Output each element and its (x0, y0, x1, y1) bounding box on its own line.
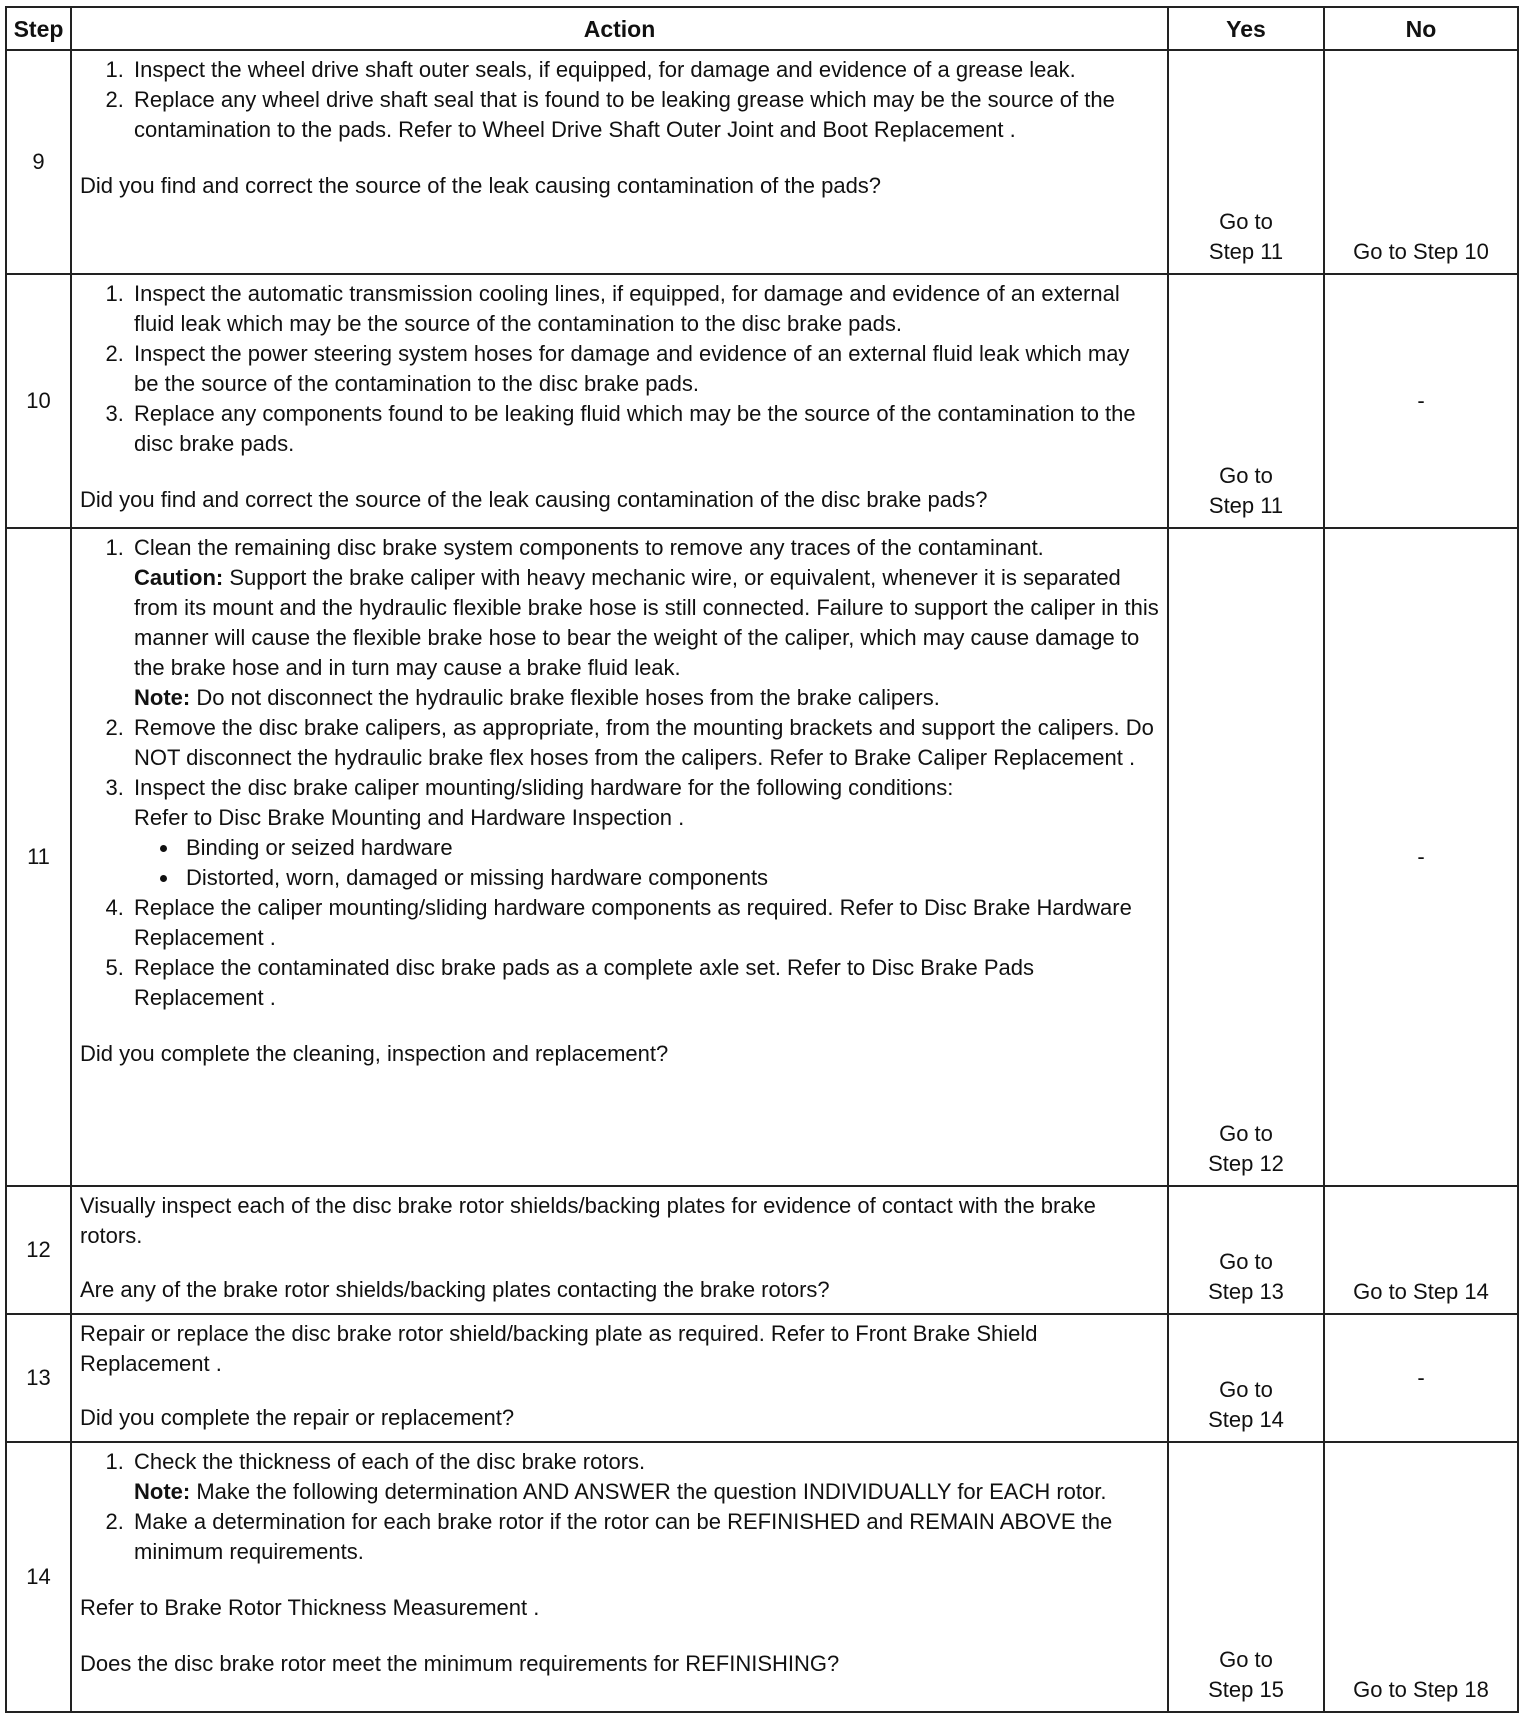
yes-cell (1168, 50, 1324, 274)
caution-label: Caution: (134, 565, 224, 590)
yes-cell (1168, 528, 1324, 1186)
instruction-item (130, 533, 1159, 713)
action-cell (71, 1442, 1168, 1712)
instruction-list (80, 533, 1159, 1013)
action-cell (71, 1186, 1168, 1314)
instruction-item: 2. Make a determination for each brake rotor if the rotor can be REFINISHED and REMAIN ABOVE the minimum requirements. (130, 1507, 1159, 1567)
no-cell: - (1324, 274, 1518, 528)
action-cell (71, 274, 1168, 528)
question-text: Did you complete the cleaning, inspection and replacement? (80, 1041, 669, 1066)
instruction-text: 3. Inspect the disc brake caliper mounting/sliding hardware for the following conditions: (134, 775, 954, 800)
question-text: Does the disc brake rotor meet the minimum requirements for REFINISHING? (80, 1651, 840, 1676)
note-text: Make the following determination AND ANSWER the question INDIVIDUALLY for EACH rotor. (190, 1479, 1107, 1504)
instruction-list (80, 279, 1159, 459)
no-cell: Go to Step 10 (1324, 50, 1518, 274)
table-row (6, 50, 1518, 274)
instruction-list (80, 1447, 1159, 1567)
yes-cell (1168, 1186, 1324, 1314)
table-row (6, 1442, 1518, 1712)
header-row (6, 7, 1518, 50)
instruction-item (130, 773, 1159, 893)
action-cell (71, 50, 1168, 274)
condition-list (134, 833, 1159, 893)
yes-cell (1168, 274, 1324, 528)
yes-goto-step: Step 11 (1208, 493, 1284, 518)
reference-text: Refer to Brake Rotor Thickness Measurement . (80, 1595, 540, 1620)
instruction-text: 1. Check the thickness of each of the disc brake rotors. (134, 1449, 646, 1474)
no-cell: - (1324, 528, 1518, 1186)
instruction-item: 2. Inspect the power steering system hoses for damage and evidence of an external fluid leak which may be the source of the contamination to the disc brake pads. (130, 339, 1159, 399)
yes-goto-label: Go to (1219, 463, 1273, 488)
step-number: 12 (6, 1186, 71, 1314)
diagnostic-table (5, 6, 1519, 1713)
yes-goto-step: Step 11 (1208, 239, 1284, 264)
no-cell: Go to Step 18 (1324, 1442, 1518, 1712)
instruction-item: 3. Replace any components found to be leaking fluid which may be the source of the contamination to the disc brake pads. (130, 399, 1159, 459)
instruction-text: Visually inspect each of the disc brake rotor shields/backing plates for evidence of contact with the brake rotors. (80, 1193, 1096, 1248)
yes-goto-label: Go to (1219, 209, 1273, 234)
yes-cell (1168, 1314, 1324, 1442)
no-cell: Go to Step 14 (1324, 1186, 1518, 1314)
note-text: Do not disconnect the hydraulic brake flexible hoses from the brake calipers. (190, 685, 940, 710)
instruction-item: 1. Inspect the automatic transmission cooling lines, if equipped, for damage and evidence of an external fluid leak which may be the source of the contamination to the disc brake pads. (130, 279, 1159, 339)
instruction-item (130, 1447, 1159, 1507)
table-row (6, 274, 1518, 528)
instruction-item: 4. Replace the caliper mounting/sliding hardware components as required. Refer to Disc Brake Hardware Replacement . (130, 893, 1159, 953)
question-text: Did you complete the repair or replacement? (80, 1405, 515, 1430)
list-item: • Distorted, worn, damaged or missing hardware components (180, 863, 1159, 893)
instruction-text: Repair or replace the disc brake rotor shield/backing plate as required. Refer to Front Brake Shield Replacement . (80, 1321, 1038, 1376)
action-cell (71, 528, 1168, 1186)
reference-text: Refer to Disc Brake Mounting and Hardware Inspection . (134, 805, 685, 830)
list-item: • Binding or seized hardware (180, 833, 1159, 863)
yes-goto-label: Go to (1219, 1647, 1273, 1672)
instruction-list (80, 55, 1159, 145)
header-step: Step (6, 7, 71, 50)
note-label: Note: (134, 1479, 191, 1504)
note-label: Note: (134, 685, 191, 710)
instruction-item: 2. Remove the disc brake calipers, as appropriate, from the mounting brackets and support the calipers. Do NOT disconnect the hydraulic brake flex hoses from the calipers. Refer to Brake Caliper Replacement . (130, 713, 1159, 773)
instruction-text: 1. Clean the remaining disc brake system components to remove any traces of the contaminant. (134, 535, 1044, 560)
yes-cell (1168, 1442, 1324, 1712)
yes-goto-label: Go to (1219, 1121, 1273, 1146)
no-cell: - (1324, 1314, 1518, 1442)
yes-goto-step: Step 12 (1208, 1151, 1284, 1176)
action-cell (71, 1314, 1168, 1442)
step-number: 13 (6, 1314, 71, 1442)
note-block (134, 1477, 1159, 1507)
caution-text: Support the brake caliper with heavy mechanic wire, or equivalent, whenever it is separated from its mount and the hydraulic flexible brake hose is still connected. Failure to support the caliper in this manner will cause the flexible brake hose to bear the weight of the caliper, which may cause damage to the brake hose and in turn may cause a brake fluid leak. (134, 565, 1159, 680)
question-text: Did you find and correct the source of the leak causing contamination of the pads? (80, 173, 882, 198)
yes-goto-step: Step 13 (1208, 1279, 1284, 1304)
instruction-item: 1. Inspect the wheel drive shaft outer seals, if equipped, for damage and evidence of a grease leak. (130, 55, 1159, 85)
step-number: 14 (6, 1442, 71, 1712)
table-row (6, 1186, 1518, 1314)
instruction-item: 5. Replace the contaminated disc brake pads as a complete axle set. Refer to Disc Brake Pads Replacement . (130, 953, 1159, 1013)
step-number: 10 (6, 274, 71, 528)
header-yes: Yes (1168, 7, 1324, 50)
yes-goto-step: Step 14 (1208, 1407, 1284, 1432)
yes-goto-step: Step 15 (1208, 1677, 1284, 1702)
header-action: Action (71, 7, 1168, 50)
step-number: 9 (6, 50, 71, 274)
note-block (134, 683, 1159, 713)
table-row (6, 1314, 1518, 1442)
header-no: No (1324, 7, 1518, 50)
table-row (6, 528, 1518, 1186)
yes-goto-label: Go to (1219, 1249, 1273, 1274)
question-text: Are any of the brake rotor shields/backing plates contacting the brake rotors? (80, 1277, 830, 1302)
question-text: Did you find and correct the source of the leak causing contamination of the disc brake pads? (80, 487, 988, 512)
yes-goto-label: Go to (1219, 1377, 1273, 1402)
step-number: 11 (6, 528, 71, 1186)
caution-block (134, 563, 1159, 683)
instruction-item: 2. Replace any wheel drive shaft seal that is found to be leaking grease which may be the source of the contamination to the pads. Refer to Wheel Drive Shaft Outer Joint and Boot Replacement . (130, 85, 1159, 145)
